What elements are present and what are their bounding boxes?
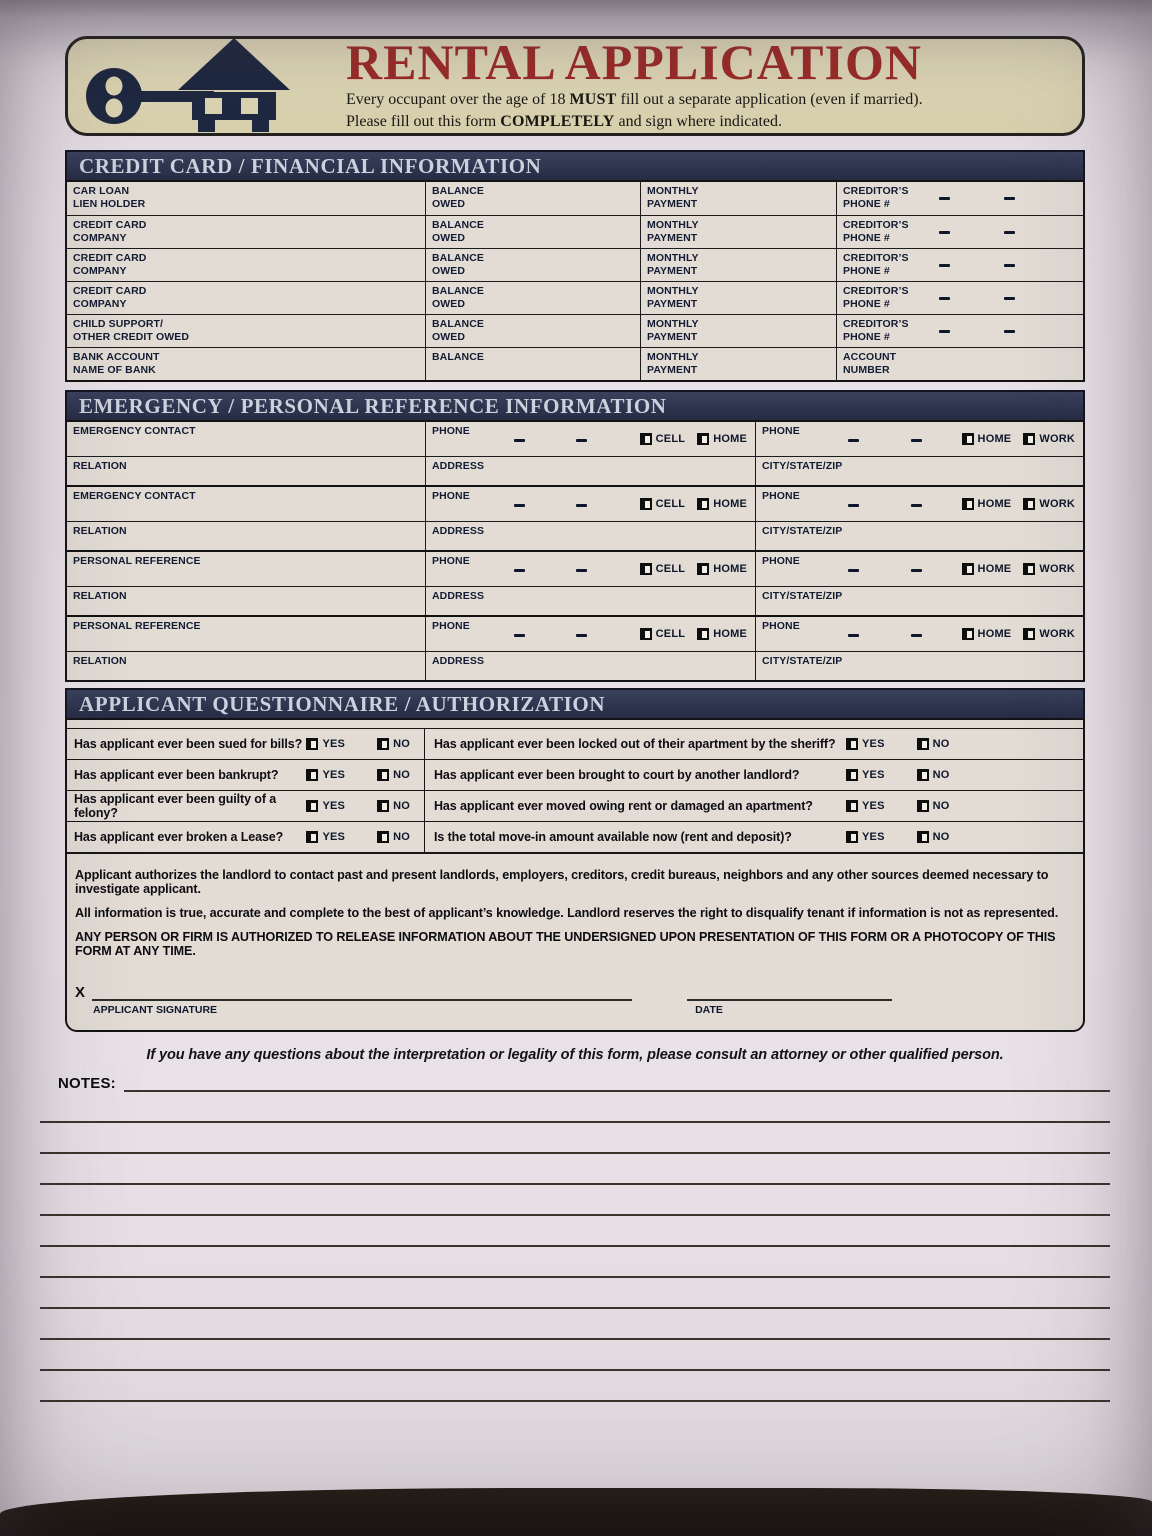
work-checkbox[interactable]: WORK — [1023, 433, 1075, 445]
checkbox-icon[interactable] — [962, 563, 974, 575]
emergency-contact-block-1 — [67, 422, 1083, 485]
phone-dash — [1004, 197, 1015, 200]
phone-field-2[interactable]: PHONE HOME WORK — [755, 487, 1083, 521]
balance-field[interactable]: BALANCE — [425, 348, 640, 380]
form-title: RENTAL APPLICATION — [346, 39, 922, 91]
notes-line[interactable] — [40, 1154, 1110, 1185]
phone-field-2[interactable]: PHONE HOME WORK — [755, 617, 1083, 651]
contact-name-field[interactable]: EMERGENCY CONTACT — [73, 490, 196, 502]
question-cell — [425, 822, 1083, 852]
city-state-zip-field[interactable]: CITY/STATE/ZIP — [755, 522, 1083, 550]
city-state-zip-field[interactable]: CITY/STATE/ZIP — [755, 652, 1083, 680]
checkbox-icon[interactable] — [1023, 498, 1035, 510]
phone-dash — [848, 439, 859, 442]
question-row-2 — [67, 759, 1083, 790]
creditor-name-field[interactable]: CAR LOAN LIEN HOLDER — [73, 185, 146, 210]
creditor-phone-field[interactable]: CREDITOR’S PHONE # — [836, 182, 1083, 215]
checkbox-icon[interactable] — [962, 628, 974, 640]
relation-field[interactable]: RELATION — [73, 590, 127, 602]
question-text: Has applicant ever been sued for bills? — [74, 737, 303, 751]
creditor-phone-field[interactable]: CREDITOR’S PHONE # — [836, 216, 1083, 248]
instruction-line-2: Please fill out this form COMPLETELY and sign where indicated. — [346, 113, 783, 130]
cell-checkbox[interactable]: CELL — [640, 628, 686, 640]
phone-dash — [1004, 264, 1015, 267]
home-checkbox[interactable]: HOME — [962, 498, 1012, 510]
home-checkbox[interactable]: HOME — [697, 563, 747, 575]
cell-checkbox[interactable]: CELL — [640, 433, 686, 445]
checkbox-icon[interactable] — [846, 831, 858, 843]
question-cell — [67, 729, 425, 759]
home-checkbox[interactable]: HOME — [962, 433, 1012, 445]
question-row-3 — [67, 790, 1083, 821]
credit-row-credit-card-1 — [67, 215, 1083, 248]
authorization-paragraph-2: All information is true, accurate and complete to the best of applicant’s knowledge. Landlord reserves the right to disqualify tenant if information is not as represented. — [75, 906, 1059, 920]
checkbox-icon[interactable] — [917, 769, 929, 781]
applicant-signature-label: APPLICANT SIGNATURE — [93, 1004, 218, 1016]
key-house-icon — [84, 34, 334, 134]
phone-dash — [1004, 231, 1015, 234]
yes-checkbox[interactable]: YES — [306, 831, 345, 843]
signature-row — [67, 968, 1083, 1001]
credit-row-car-loan — [67, 182, 1083, 215]
credit-row-credit-card-2 — [67, 248, 1083, 281]
questionnaire-box — [65, 718, 1085, 1032]
question-text: Has applicant ever been brought to court by another landlord? — [434, 768, 800, 782]
personal-reference-block-1 — [67, 550, 1083, 615]
checkbox-icon[interactable] — [1023, 563, 1035, 575]
checkbox-icon[interactable] — [846, 800, 858, 812]
monthly-payment-field[interactable]: MONTHLY PAYMENT — [640, 282, 836, 314]
contact-name-field[interactable]: PERSONAL REFERENCE — [73, 555, 201, 567]
checkbox-icon[interactable] — [640, 498, 652, 510]
notes-line[interactable] — [40, 1216, 1110, 1247]
question-text: Has applicant ever moved owing rent or damaged an apartment? — [434, 799, 813, 813]
relation-field[interactable]: RELATION — [73, 460, 127, 472]
balance-owed-field[interactable]: BALANCE OWED — [425, 282, 640, 314]
yes-checkbox[interactable]: YES — [306, 800, 345, 812]
work-checkbox[interactable]: WORK — [1023, 628, 1075, 640]
creditor-phone-field[interactable]: CREDITOR’S PHONE # — [836, 249, 1083, 281]
no-checkbox[interactable]: NO — [377, 769, 410, 781]
masthead-instructions — [346, 89, 1072, 132]
yes-checkbox[interactable]: YES — [846, 800, 885, 812]
cell-checkbox[interactable]: CELL — [640, 563, 686, 575]
address-field[interactable]: ADDRESS — [425, 652, 755, 680]
notes-line[interactable] — [40, 1123, 1110, 1154]
home-checkbox[interactable]: HOME — [697, 433, 747, 445]
phone-field-2[interactable]: PHONE HOME WORK — [755, 422, 1083, 456]
city-state-zip-field[interactable]: CITY/STATE/ZIP — [755, 587, 1083, 615]
work-checkbox[interactable]: WORK — [1023, 563, 1075, 575]
checkbox-icon[interactable] — [697, 433, 709, 445]
phone-dash — [576, 569, 587, 572]
phone-dash — [939, 330, 950, 333]
phone-dash — [939, 264, 950, 267]
phone-field[interactable]: PHONE CELL HOME — [425, 422, 755, 456]
phone-dash — [848, 504, 859, 507]
checkbox-icon[interactable] — [846, 769, 858, 781]
checkbox-icon[interactable] — [846, 738, 858, 750]
address-field[interactable]: ADDRESS — [425, 457, 755, 485]
creditor-name-field[interactable]: CREDIT CARD COMPANY — [73, 285, 147, 310]
checkbox-icon[interactable] — [306, 831, 318, 843]
credit-row-child-support — [67, 314, 1083, 347]
applicant-signature-line[interactable] — [92, 987, 632, 1001]
relation-field[interactable]: RELATION — [73, 655, 127, 667]
home-checkbox[interactable]: HOME — [697, 498, 747, 510]
monthly-payment-field[interactable]: MONTHLY PAYMENT — [640, 348, 836, 380]
checkbox-icon[interactable] — [377, 831, 389, 843]
checkbox-icon[interactable] — [377, 769, 389, 781]
account-number-field[interactable]: ACCOUNT NUMBER — [836, 348, 1083, 380]
phone-dash — [514, 439, 525, 442]
phone-field[interactable]: PHONE CELL HOME — [425, 552, 755, 586]
desk-surface — [0, 1488, 1152, 1536]
question-text: Has applicant ever been guilty of a felony? — [74, 792, 277, 820]
notes-line[interactable] — [40, 1092, 1110, 1123]
phone-dash — [576, 634, 587, 637]
monthly-payment-field[interactable]: MONTHLY PAYMENT — [640, 249, 836, 281]
phone-dash — [939, 231, 950, 234]
balance-owed-field[interactable]: BALANCE OWED — [425, 315, 640, 347]
creditor-phone-field[interactable]: CREDITOR’S PHONE # — [836, 315, 1083, 347]
phone-dash — [514, 634, 525, 637]
question-cell — [67, 760, 425, 790]
phone-dash — [911, 634, 922, 637]
phone-dash — [848, 569, 859, 572]
phone-dash — [911, 504, 922, 507]
question-cell — [67, 791, 425, 821]
section-header-questionnaire: APPLICANT QUESTIONNAIRE / AUTHORIZATION — [65, 688, 1085, 718]
question-text: Has applicant ever been locked out of their apartment by the sheriff? — [434, 737, 836, 751]
credit-row-bank-account — [67, 347, 1083, 380]
checkbox-icon[interactable] — [962, 498, 974, 510]
home-checkbox[interactable]: HOME — [962, 563, 1012, 575]
creditor-name-field[interactable]: CREDIT CARD COMPANY — [73, 219, 147, 244]
work-checkbox[interactable]: WORK — [1023, 498, 1075, 510]
relation-field[interactable]: RELATION — [73, 525, 127, 537]
question-text: Has applicant ever broken a Lease? — [74, 830, 284, 844]
yes-checkbox[interactable]: YES — [846, 738, 885, 750]
checkbox-icon[interactable] — [962, 433, 974, 445]
legal-footer-note: If you have any questions about the interpretation or legality of this form, please consult an attorney or other qualified person. — [146, 1047, 1004, 1063]
date-label: DATE — [695, 1004, 723, 1016]
yes-checkbox[interactable]: YES — [846, 831, 885, 843]
phone-dash — [911, 569, 922, 572]
monthly-payment-field[interactable]: MONTHLY PAYMENT — [640, 182, 836, 215]
emergency-table — [65, 420, 1085, 682]
notes-line[interactable] — [40, 1247, 1110, 1278]
phone-dash — [1004, 297, 1015, 300]
address-field[interactable]: ADDRESS — [425, 587, 755, 615]
notes-line[interactable] — [40, 1340, 1110, 1371]
authorization-paragraph-1: Applicant authorizes the landlord to contact past and present landlords, employers, creditors, credit bureaus, neighbors and any other sources deemed necessary to investigate applicant. — [75, 868, 1049, 896]
yes-checkbox[interactable]: YES — [846, 769, 885, 781]
creditor-phone-field[interactable]: CREDITOR’S PHONE # — [836, 282, 1083, 314]
checkbox-icon[interactable] — [917, 831, 929, 843]
checkbox-icon[interactable] — [917, 800, 929, 812]
creditor-name-field[interactable]: CHILD SUPPORT/ OTHER CREDIT OWED — [73, 318, 190, 343]
address-field[interactable]: ADDRESS — [425, 522, 755, 550]
phone-dash — [911, 439, 922, 442]
no-checkbox[interactable]: NO — [917, 831, 950, 843]
question-text: Has applicant ever been bankrupt? — [74, 768, 279, 782]
question-text: Is the total move-in amount available now (rent and deposit)? — [434, 830, 792, 844]
question-cell — [425, 791, 1083, 821]
checkbox-icon[interactable] — [306, 769, 318, 781]
checkbox-icon[interactable] — [697, 628, 709, 640]
checkbox-icon[interactable] — [640, 433, 652, 445]
balance-owed-field[interactable]: BALANCE OWED — [425, 182, 640, 215]
checkbox-icon[interactable] — [697, 498, 709, 510]
form-masthead — [65, 36, 1085, 136]
notes-line[interactable] — [40, 1278, 1110, 1309]
checkbox-icon[interactable] — [640, 563, 652, 575]
checkbox-icon[interactable] — [306, 800, 318, 812]
authorization-paragraph-3: ANY PERSON OR FIRM IS AUTHORIZED TO RELEASE INFORMATION ABOUT THE UNDERSIGNED UPON PRESENTATION OF THIS FORM OR A PHOTOCOPY OF THIS FORM AT ANY TIME. — [75, 930, 1056, 958]
phone-dash — [939, 297, 950, 300]
contact-name-field[interactable]: PERSONAL REFERENCE — [73, 620, 201, 632]
checkbox-icon[interactable] — [306, 738, 318, 750]
phone-field-2[interactable]: PHONE HOME WORK — [755, 552, 1083, 586]
personal-reference-block-2 — [67, 615, 1083, 680]
checkbox-icon[interactable] — [1023, 628, 1035, 640]
no-checkbox[interactable]: NO — [917, 800, 950, 812]
notes-section — [40, 1060, 1110, 1402]
phone-dash — [1004, 330, 1015, 333]
checkbox-icon[interactable] — [1023, 433, 1035, 445]
question-cell — [425, 729, 1083, 759]
authorization-text — [67, 852, 1083, 958]
notes-line[interactable] — [40, 1185, 1110, 1216]
checkbox-icon[interactable] — [377, 800, 389, 812]
balance-owed-field[interactable]: BALANCE OWED — [425, 249, 640, 281]
city-state-zip-field[interactable]: CITY/STATE/ZIP — [755, 457, 1083, 485]
credit-table — [65, 180, 1085, 382]
instruction-line-1: Every occupant over the age of 18 MUST fill out a separate application (even if married). — [346, 91, 923, 109]
masthead-text — [334, 39, 1072, 132]
home-checkbox[interactable]: HOME — [697, 628, 747, 640]
phone-dash — [514, 504, 525, 507]
question-row-1 — [67, 728, 1083, 759]
phone-dash — [514, 569, 525, 572]
question-cell — [425, 760, 1083, 790]
monthly-payment-field[interactable]: MONTHLY PAYMENT — [640, 216, 836, 248]
checkbox-icon[interactable] — [697, 563, 709, 575]
home-checkbox[interactable]: HOME — [962, 628, 1012, 640]
bank-name-field[interactable]: BANK ACCOUNT NAME OF BANK — [73, 351, 160, 376]
balance-owed-field[interactable]: BALANCE OWED — [425, 216, 640, 248]
no-checkbox[interactable]: NO — [917, 769, 950, 781]
no-checkbox[interactable]: NO — [377, 738, 410, 750]
signature-x-mark: X — [75, 984, 86, 1001]
yes-checkbox[interactable]: YES — [306, 738, 345, 750]
phone-dash — [848, 634, 859, 637]
section-header-emergency: EMERGENCY / PERSONAL REFERENCE INFORMATION — [65, 390, 1085, 420]
phone-dash — [576, 504, 587, 507]
credit-row-credit-card-3 — [67, 281, 1083, 314]
emergency-contact-block-2 — [67, 485, 1083, 550]
notes-line[interactable] — [40, 1371, 1110, 1402]
notes-label: NOTES: — [58, 1075, 116, 1092]
phone-dash — [939, 197, 950, 200]
no-checkbox[interactable]: NO — [377, 831, 410, 843]
date-line[interactable] — [687, 987, 892, 1001]
question-row-4 — [67, 821, 1083, 852]
phone-field[interactable]: PHONE CELL HOME — [425, 487, 755, 521]
phone-field[interactable]: PHONE CELL HOME — [425, 617, 755, 651]
notes-line[interactable] — [40, 1309, 1110, 1340]
cell-checkbox[interactable]: CELL — [640, 498, 686, 510]
creditor-name-field[interactable]: CREDIT CARD COMPANY — [73, 252, 147, 277]
checkbox-icon[interactable] — [640, 628, 652, 640]
section-header-credit: CREDIT CARD / FINANCIAL INFORMATION — [65, 150, 1085, 180]
yes-checkbox[interactable]: YES — [306, 769, 345, 781]
notes-line[interactable] — [124, 1090, 1110, 1092]
form-sheet — [65, 36, 1085, 1063]
signature-labels — [67, 1001, 1083, 1030]
phone-dash — [576, 439, 587, 442]
checkbox-icon[interactable] — [377, 738, 389, 750]
question-cell — [67, 822, 425, 852]
monthly-payment-field[interactable]: MONTHLY PAYMENT — [640, 315, 836, 347]
no-checkbox[interactable]: NO — [377, 800, 410, 812]
checkbox-icon[interactable] — [917, 738, 929, 750]
contact-name-field[interactable]: EMERGENCY CONTACT — [73, 425, 196, 437]
no-checkbox[interactable]: NO — [917, 738, 950, 750]
key-house-logo — [84, 34, 334, 139]
